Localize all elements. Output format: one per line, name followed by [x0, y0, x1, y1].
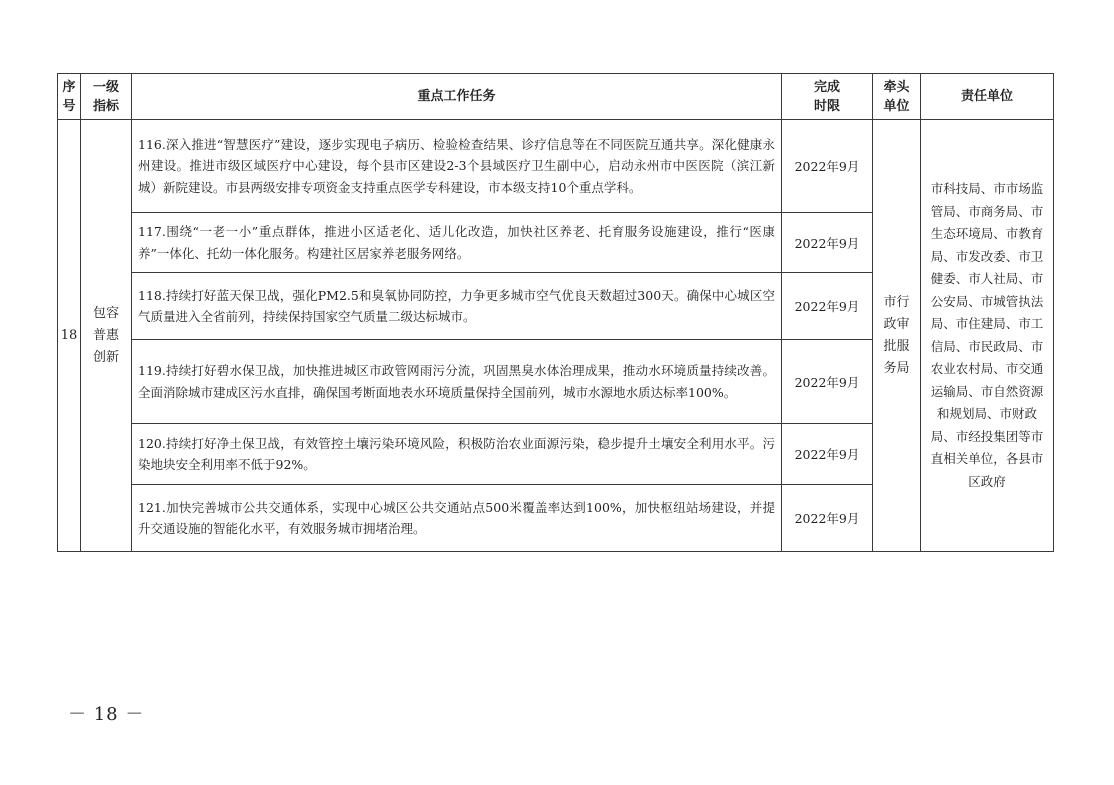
- task-cell: 119.持续打好碧水保卫战，加快推进城区市政管网雨污分流，巩固黑臭水体治理成果，推动水环境质量持续改善。全面消除城市建成区污水直排，确保国考断面地表水环境质量保持全国前列，城市水源地水质达标率100%。: [132, 340, 782, 424]
- level1-cell: 包容普惠创新: [81, 120, 132, 552]
- page-number: － 18 －: [68, 704, 145, 725]
- header-resp: 责任单位: [921, 74, 1054, 120]
- table-header-row: [58, 74, 1054, 120]
- header-level1: 一级指标: [81, 74, 132, 120]
- seq-cell: 18: [58, 120, 81, 552]
- deadline-cell: 2022年9月: [782, 273, 873, 340]
- header-lead: 牵头单位: [873, 74, 921, 120]
- deadline-cell: 2022年9月: [782, 485, 873, 552]
- header-task: 重点工作任务: [132, 74, 782, 120]
- responsible-units-cell: 市科技局、市市场监管局、市商务局、市生态环境局、市教育局、市发改委、市卫健委、市人社局、市公安局、市城管执法局、市住建局、市工信局、市民政局、市农业农村局、市交通运输局、市自然资源和规划局、市财政局、市经投集团等市直相关单位，各县市区政府: [921, 120, 1054, 552]
- deadline-cell: 2022年9月: [782, 120, 873, 213]
- task-cell: 117.围绕“一老一小”重点群体，推进小区适老化、适儿化改造，加快社区养老、托育服务设施建设，推行“医康养”一体化、托幼一体化服务。构建社区居家养老服务网络。: [132, 213, 782, 273]
- task-cell: 121.加快完善城市公共交通体系，实现中心城区公共交通站点500米覆盖率达到100%，加快枢纽站场建设，并提升交通设施的智能化水平，有效服务城市拥堵治理。: [132, 485, 782, 552]
- deadline-cell: 2022年9月: [782, 213, 873, 273]
- task-cell: 116.深入推进“智慧医疗”建设，逐步实现电子病历、检验检查结果、诊疗信息等在不同医院互通共享。深化健康永州建设。推进市级区域医疗中心建设，每个县市区建设2-3个县域医疗卫生副中心，启动永州市中医医院（滨江新城）新院建设。市县两级安排专项资金支持重点医学专科建设，市本级支持10个重点学科。: [132, 120, 782, 213]
- deadline-cell: 2022年9月: [782, 340, 873, 424]
- work-task-table: [57, 73, 1054, 552]
- deadline-cell: 2022年9月: [782, 424, 873, 485]
- task-cell: 120.持续打好净土保卫战，有效管控土壤污染环境风险，积极防治农业面源污染，稳步提升土壤安全利用水平。污染地块安全利用率不低于92%。: [132, 424, 782, 485]
- lead-unit-cell: 市行政审批服务局: [873, 120, 921, 552]
- header-deadline: 完成时限: [782, 74, 873, 120]
- task-cell: 118.持续打好蓝天保卫战，强化PM2.5和臭氧协同防控，力争更多城市空气优良天数超过300天。确保中心城区空气质量进入全省前列，持续保持国家空气质量二级达标城市。: [132, 273, 782, 340]
- header-seq: 序号: [58, 74, 81, 120]
- table-row: [58, 120, 1054, 213]
